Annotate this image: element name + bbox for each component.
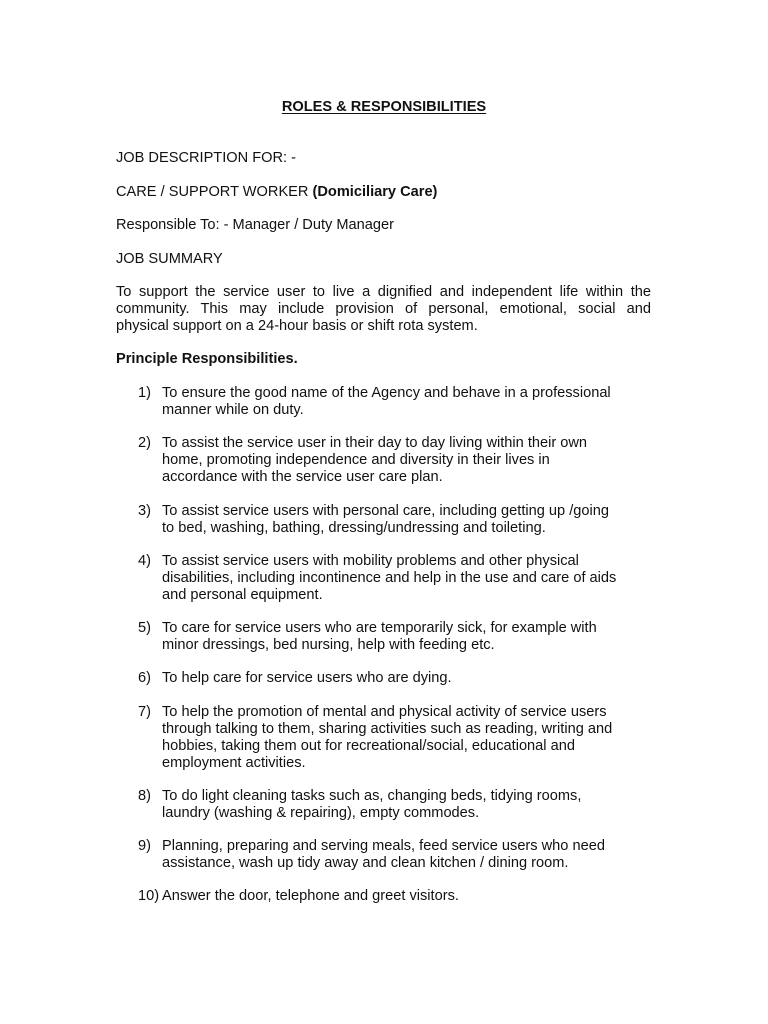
item-text: To ensure the good name of the Agency and behave in a professional manner while on duty. (162, 385, 611, 418)
item-text: To assist service users with personal care, including getting up /going to bed, washing, bathing, dressing/undressing and toileting. (162, 503, 609, 536)
item-text: To assist the service user in their day to day living within their own home, promoting independence and diversity in their lives in accordance with the service user care plan. (162, 435, 588, 485)
item-number: 2) (138, 435, 151, 451)
item-number: 3) (138, 503, 151, 519)
item-text: To help care for service users who are dying. (162, 670, 452, 686)
item-number: 6) (138, 670, 151, 686)
item-number: 8) (138, 788, 151, 804)
job-summary-line: To support the service user to live a dignified and independent life within the (116, 284, 651, 300)
role-title: CARE / SUPPORT WORKER (116, 184, 313, 200)
job-summary-line: physical support on a 24-hour basis or shift rota system. (116, 318, 478, 334)
item-number: 7) (138, 704, 151, 720)
item-number: 4) (138, 553, 151, 569)
item-number: 5) (138, 620, 151, 636)
item-number: 1) (138, 385, 151, 401)
principle-responsibilities-heading: Principle Responsibilities. (116, 351, 298, 367)
document-title: ROLES & RESPONSIBILITIES (281, 99, 487, 115)
item-text: To do light cleaning tasks such as, changing beds, tidying rooms, laundry (washing & repairing), empty commodes. (162, 788, 582, 821)
item-text: To assist service users with mobility problems and other physical disabilities, including incontinence and help in the use and care of aids and personal equipment. (162, 553, 617, 603)
role-qualifier: (Domiciliary Care) (312, 184, 438, 200)
item-number: 10) (138, 888, 160, 904)
job-summary-heading: JOB SUMMARY (116, 251, 223, 267)
item-text: Answer the door, telephone and greet visitors. (162, 888, 459, 904)
responsible-to: Responsible To: - Manager / Duty Manager (116, 217, 394, 233)
item-text: Planning, preparing and serving meals, feed service users who need assistance, wash up tidy away and clean kitchen / dining room. (162, 838, 605, 871)
job-summary-text (116, 284, 651, 335)
item-text: To care for service users who are temporarily sick, for example with minor dressings, bed nursing, help with feeding etc. (162, 620, 597, 653)
item-number: 9) (138, 838, 151, 854)
role-line (116, 184, 437, 201)
job-description-label: JOB DESCRIPTION FOR: - (116, 150, 296, 166)
job-summary-line: community. This may include provision of personal, emotional, social and (116, 301, 651, 317)
item-text: To help the promotion of mental and physical activity of service users through talking to them, sharing activities such as reading, writing and hobbies, taking them out for recreational/social, educational and employment activities. (162, 704, 613, 771)
